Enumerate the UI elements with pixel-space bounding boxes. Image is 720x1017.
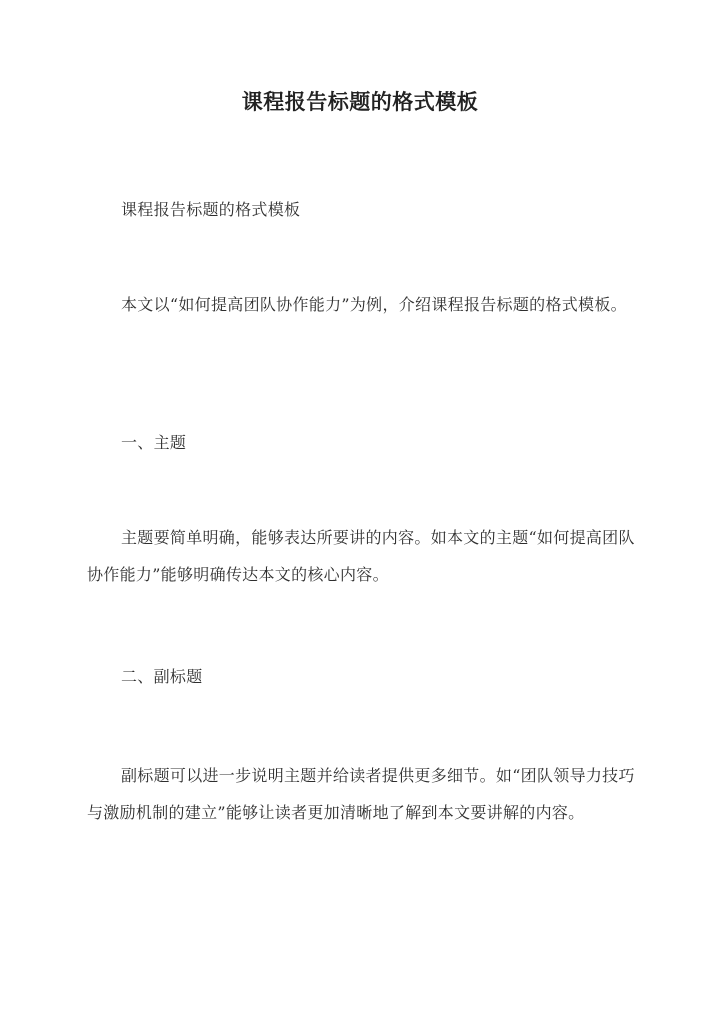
document-title: 课程报告标题的格式模板	[241, 89, 479, 114]
intro-paragraph: 本文以“如何提高团队协作能力”为例，介绍课程报告标题的格式模板。	[121, 295, 627, 314]
subtitle-paragraph: 课程报告标题的格式模板	[121, 200, 301, 219]
subtitle-description-paragraph: 副标题可以进一步说明主题并给读者提供更多细节。如“团队领导力技巧与激励机制的建立”能够让读者更加清晰地了解到本文要讲解的内容。	[87, 766, 635, 822]
section-heading-theme: 一、主题	[121, 433, 187, 452]
theme-paragraph: 主题要简单明确，能够表达所要讲的内容。如本文的主题“如何提高团队协作能力”能够明确传达本文的核心内容。	[87, 528, 635, 584]
section-heading-subtitle: 二、副标题	[121, 667, 203, 686]
